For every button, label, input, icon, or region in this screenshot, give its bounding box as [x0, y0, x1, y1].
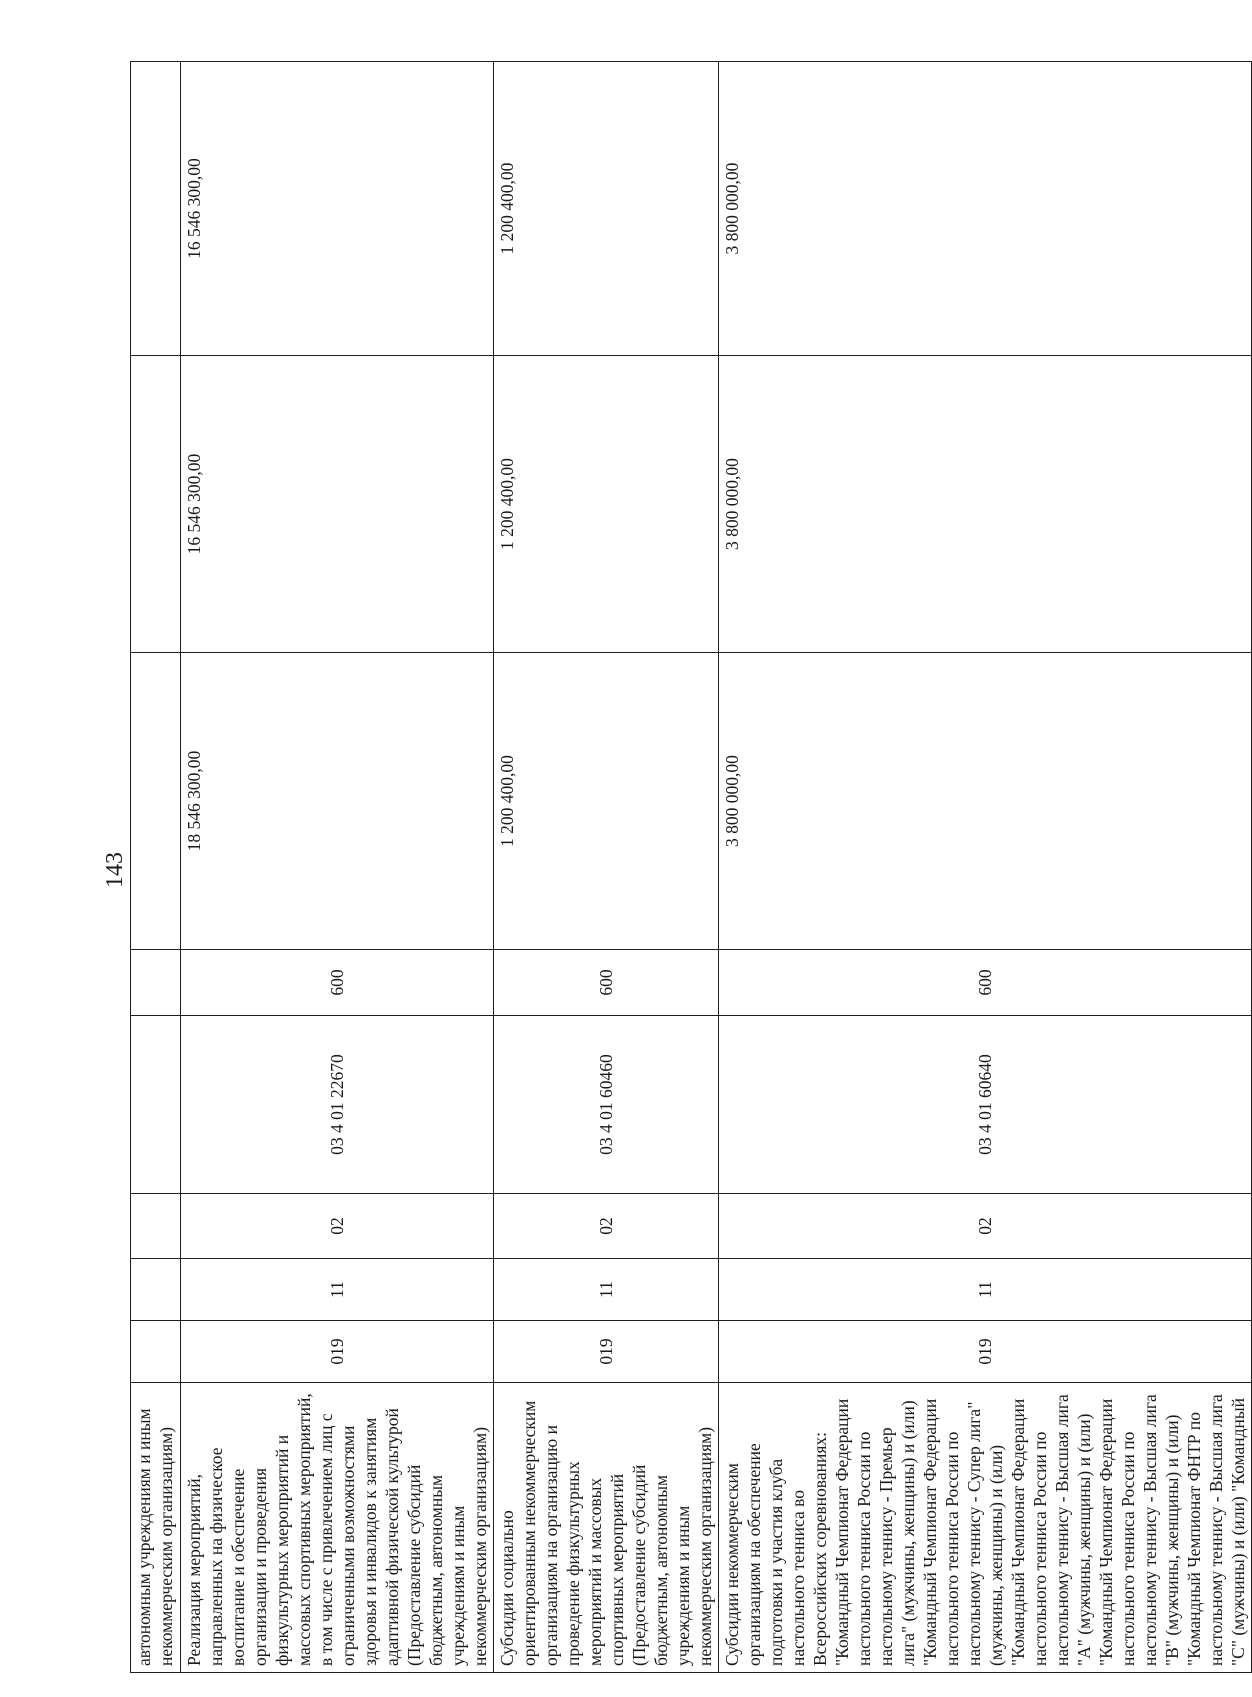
row-description: автономным учреждениям и иным некоммерческим организациям)	[131, 1383, 181, 1673]
amount-2: 3 800 000,00	[719, 356, 1252, 653]
table-row	[181, 62, 494, 1673]
amount-2: 1 200 400,00	[494, 356, 719, 653]
target-article-code: 03 4 01 60460	[494, 1016, 719, 1194]
table-row	[719, 62, 1252, 1673]
ministry-code: 019	[181, 1321, 494, 1383]
row-description: Реализация мероприятий, направленных на физическое воспитание и обеспечение организации и проведения физкультурных мероприятий и массовых спортивных мероприятий, в том числе с привлечением лиц с ограниченными возможностями здоровья и инвалидов к занятиям адаптивной физической культурой (Предоставление субсидий бюджетным, автономным учреждениям и иным некоммерческим организациям)	[181, 1383, 494, 1673]
amount-3: 3 800 000,00	[719, 62, 1252, 356]
table-row	[494, 62, 719, 1673]
target-article-code	[131, 1016, 181, 1194]
target-article-code: 03 4 01 22670	[181, 1016, 494, 1194]
section-code: 11	[719, 1259, 1252, 1321]
expense-type-code	[131, 950, 181, 1016]
ministry-code	[131, 1321, 181, 1383]
section-code: 11	[181, 1259, 494, 1321]
page-number: 143	[102, 852, 128, 888]
row-description: Субсидии некоммерческим организациям на обеспечение подготовки и участия клуба настольного тенниса во Всероссийских соревнованиях: "Командный Чемпионат Федерации настольного тенниса России по настольному теннису - Премьер лига" (мужчины, женщины) и (или) "Командный Чемпионат Федерации настольного тенниса России по настольному теннису - Супер лига" (мужчины, женщины) и (или) "Командный Чемпионат Федерации настольного тенниса России по настольному теннису - Высшая лига "А" (мужчины, женщины) и (или) "Командный Чемпионат Федерации настольного тенниса России по настольному теннису - Высшая лига "В" (мужчины, женщины) и (или) "Командный Чемпионат ФНТР по настольному теннису - Высшая лига "С" (мужчины) и (или) "Командный	[719, 1383, 1252, 1673]
section-code: 11	[494, 1259, 719, 1321]
row-description: Субсидии социально ориентированным некоммерческим организациям на организацию и проведение физкультурных мероприятий и массовых спортивных мероприятий (Предоставление субсидий бюджетным, автономным учреждениям и иным некоммерческим организациям)	[494, 1383, 719, 1673]
subsection-code: 02	[181, 1194, 494, 1259]
ministry-code: 019	[719, 1321, 1252, 1383]
section-code	[131, 1259, 181, 1321]
table-row	[131, 62, 181, 1673]
ministry-code: 019	[494, 1321, 719, 1383]
amount-1: 18 546 300,00	[181, 653, 494, 950]
subsection-code	[131, 1194, 181, 1259]
budget-table	[130, 61, 1252, 1673]
subsection-code: 02	[494, 1194, 719, 1259]
subsection-code: 02	[719, 1194, 1252, 1259]
amount-1: 3 800 000,00	[719, 653, 1252, 950]
target-article-code: 03 4 01 60640	[719, 1016, 1252, 1194]
amount-1: 1 200 400,00	[494, 653, 719, 950]
expense-type-code: 600	[719, 950, 1252, 1016]
amount-3	[131, 62, 181, 356]
amount-3: 16 546 300,00	[181, 62, 494, 356]
expense-type-code: 600	[181, 950, 494, 1016]
amount-3: 1 200 400,00	[494, 62, 719, 356]
budget-table-container	[130, 62, 1248, 1673]
amount-1	[131, 653, 181, 950]
expense-type-code: 600	[494, 950, 719, 1016]
amount-2: 16 546 300,00	[181, 356, 494, 653]
amount-2	[131, 356, 181, 653]
